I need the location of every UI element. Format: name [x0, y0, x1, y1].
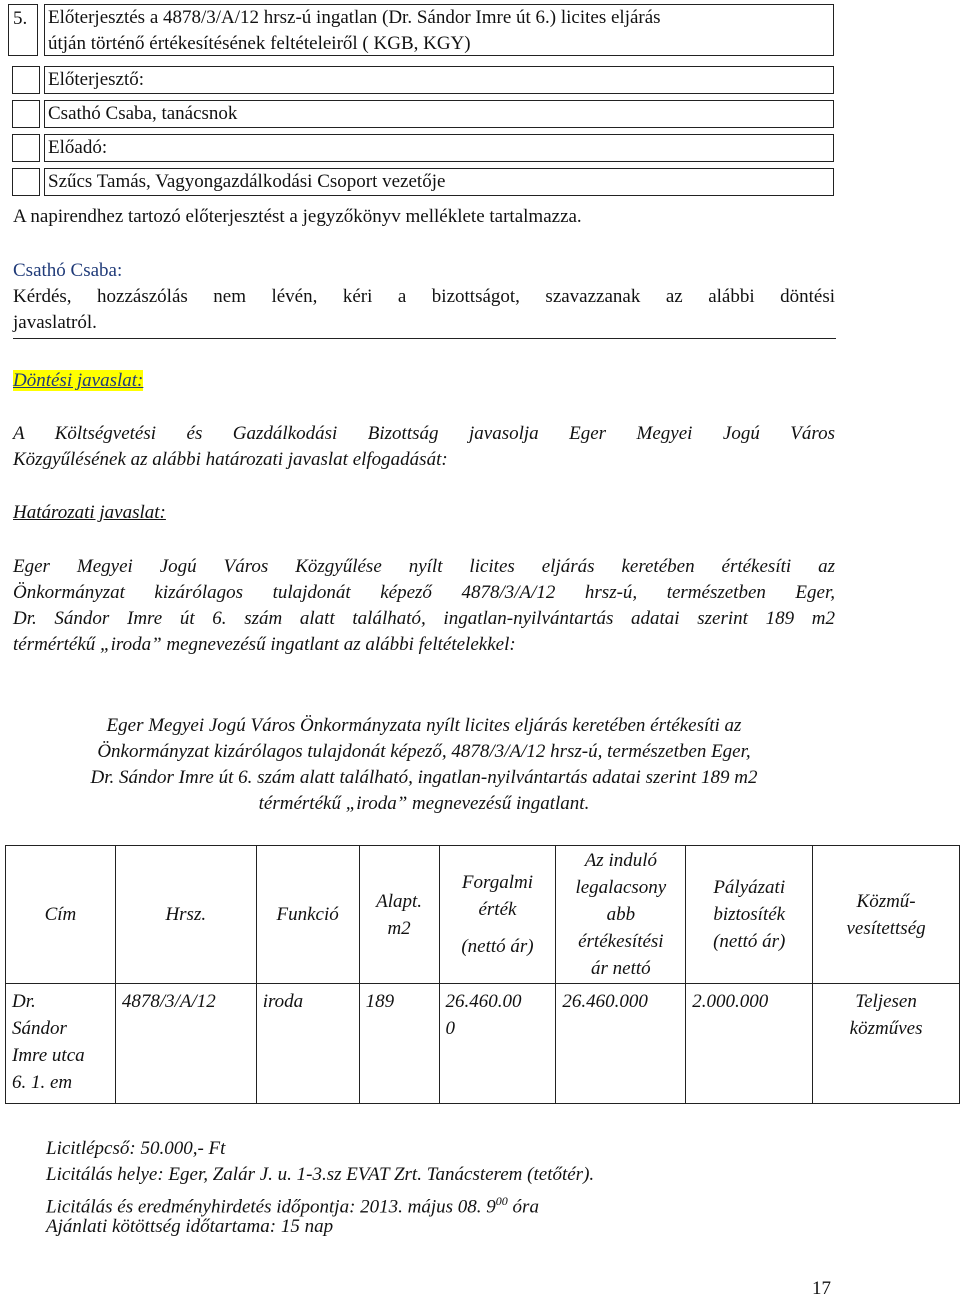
decision-p2-line1: Eger Megyei Jogú Város Közgyűlése nyílt licites eljárás keretében értékesíti az	[13, 556, 835, 577]
agenda-title-line1: Előterjesztés a 4878/3/A/12 hrsz-ú ingatlan (Dr. Sándor Imre út 6.) licites eljárás	[48, 7, 661, 28]
decision-p2-line4: térmértékű „iroda” megnevezésű ingatlant az alábbi feltételekkel:	[13, 634, 516, 655]
speaker-block-name: Csathó Csaba:	[13, 260, 123, 281]
terms-line3-sup: 00	[495, 1194, 508, 1208]
intro-text: A napirendhez tartozó előterjesztést a jegyzőkönyv melléklete tartalmazza.	[13, 206, 582, 227]
header-indulo: Az induló legalacsony abb értékesítési ár nettó	[556, 846, 686, 984]
decision-heading	[13, 368, 143, 394]
header-hrsz: Hrsz.	[115, 846, 256, 984]
speaker-name: Szűcs Tamás, Vagyongazdálkodási Csoport vezetője	[48, 171, 446, 192]
presenter-name: Csathó Csaba, tanácsnok	[48, 103, 238, 124]
decision-p3-line4: térmértékű „iroda” megnevezésű ingatlant.	[258, 793, 590, 814]
table-row	[6, 984, 960, 1104]
terms-line4: Ajánlati kötöttség időtartama: 15 nap	[46, 1216, 334, 1237]
checkbox-1	[12, 66, 40, 94]
header-alapt: Alapt. m2	[359, 846, 439, 984]
cell-indulo: 26.460.000	[556, 984, 686, 1104]
header-forgalmi: Forgalmi érték (nettó ár)	[439, 846, 556, 984]
cell-forgalmi: 26.460.00 0	[439, 984, 556, 1104]
resolution-heading: Határozati javaslat:	[13, 502, 166, 523]
speaker-block-line1: Kérdés, hozzászólás nem lévén, kéri a bizottságot, szavazzanak az alábbi döntési	[13, 286, 835, 307]
cell-palyazati: 2.000.000	[686, 984, 813, 1104]
agenda-number: 5.	[13, 8, 28, 29]
header-kozmu: Közmű- vesítettség	[813, 846, 960, 984]
cell-cim: Dr. Sándor Imre utca 6. 1. em	[6, 984, 116, 1104]
cell-kozmu: Teljesen közműves	[813, 984, 960, 1104]
presenter-label: Előterjesztő:	[48, 69, 145, 90]
decision-p2-line2: Önkormányzat kizárólagos tulajdonát képező 4878/3/A/12 hrsz-ú, természetben Eger,	[13, 582, 835, 603]
presenter-label-box	[44, 66, 834, 94]
divider-rule	[13, 338, 836, 339]
cell-hrsz: 4878/3/A/12	[115, 984, 256, 1104]
speaker-block-line2: javaslatról.	[13, 312, 97, 333]
checkbox-3	[12, 134, 40, 162]
speaker-label: Előadó:	[48, 137, 108, 158]
speaker-label-box	[44, 134, 834, 162]
decision-p3-line2: Önkormányzat kizárólagos tulajdonát képező, 4878/3/A/12 hrsz-ú, természetben Eger,	[97, 741, 751, 762]
header-cim: Cím	[6, 846, 116, 984]
decision-p3-line3: Dr. Sándor Imre út 6. szám alatt található, ingatlan-nyilvántartás adatai szerint 189 m2	[90, 767, 758, 788]
property-table	[5, 845, 960, 1104]
decision-p1-line2: Közgyűlésének az alábbi határozati javaslat elfogadását:	[13, 449, 448, 470]
terms-line3-end: óra	[507, 1196, 539, 1218]
agenda-title-line2: útján történő értékesítésének feltételeiről ( KGB, KGY)	[48, 33, 471, 54]
decision-p1-line1: A Költségvetési és Gazdálkodási Bizottság javasolja Eger Megyei Jogú Város	[13, 423, 835, 444]
decision-p2-line3: Dr. Sándor Imre út 6. szám alatt található, ingatlan-nyilvántartás adatai szerint 189 m2	[13, 608, 835, 629]
terms-line1: Licitlépcső: 50.000,- Ft	[46, 1138, 226, 1159]
header-funkcio: Funkció	[256, 846, 359, 984]
table-header-row	[6, 846, 960, 984]
checkbox-4	[12, 168, 40, 196]
decision-heading-text: Döntési javaslat:	[13, 370, 144, 391]
terms-line3-main: Licitálás és eredményhirdetés időpontja: 2013. május 08. 9	[46, 1196, 496, 1218]
decision-p3-line1: Eger Megyei Jogú Város Önkormányzata nyílt licites eljárás keretében értékesíti az	[106, 715, 742, 736]
checkbox-2	[12, 100, 40, 128]
header-palyazati: Pályázati biztosíték (nettó ár)	[686, 846, 813, 984]
cell-alapt: 189	[359, 984, 439, 1104]
page-number: 17	[812, 1278, 831, 1299]
terms-line2: Licitálás helye: Eger, Zalár J. u. 1-3.sz EVAT Zrt. Tanácsterem (tetőtér).	[46, 1164, 595, 1185]
cell-funkcio: iroda	[256, 984, 359, 1104]
